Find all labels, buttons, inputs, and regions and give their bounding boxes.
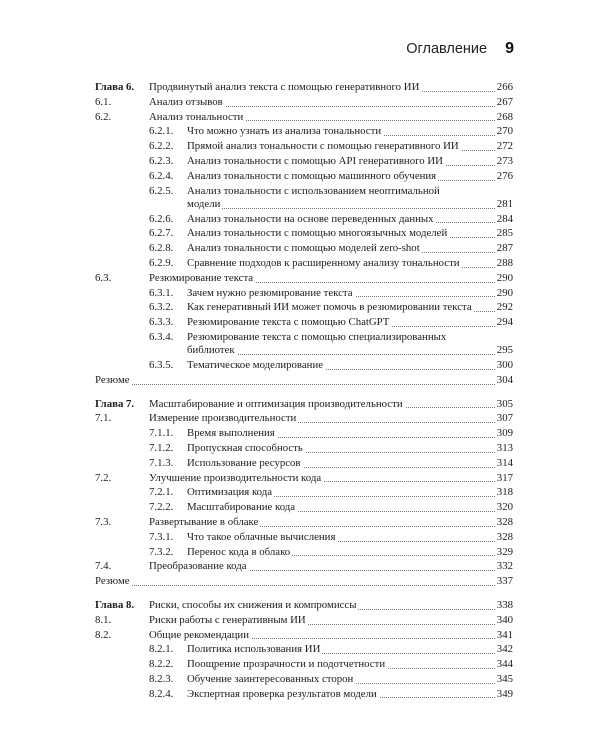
toc-entry-number: 6.3.5. (149, 358, 174, 371)
toc-summary (95, 373, 513, 388)
toc-entry-page: 304 (496, 373, 513, 386)
toc-entry (95, 545, 513, 560)
toc-entry-page: 345 (496, 672, 513, 685)
toc-entry-title: Резюме (95, 575, 130, 588)
chapter-heading (95, 80, 513, 95)
toc-entry (95, 456, 513, 471)
toc-entry-number: 6.1. (95, 95, 112, 108)
toc-entry-page: 300 (496, 358, 513, 371)
toc-entry-title: Перенос кода в облако (187, 545, 291, 558)
toc-entry (95, 124, 513, 139)
toc-entry-page: 290 (496, 286, 513, 299)
toc-entry-page: 284 (496, 212, 513, 225)
toc-entry (95, 139, 513, 154)
toc-entry-number: 6.2.6. (149, 212, 174, 225)
toc-entry-title: Масштабирование кода (187, 501, 296, 514)
toc-entry (95, 515, 513, 530)
toc-entry-title: Анализ отзывов (149, 95, 223, 108)
toc-entry-page: 320 (496, 501, 513, 514)
toc-entry-title: Использование ресурсов (187, 456, 301, 469)
toc-entry-page: 285 (496, 227, 513, 240)
toc-entry-page: 342 (496, 643, 513, 656)
toc-entry-number: Глава 8. (95, 598, 135, 611)
toc-entry-number: 7.1.2. (149, 441, 174, 454)
toc-entry-page: 288 (496, 256, 513, 269)
toc-entry-number: Глава 7. (95, 397, 135, 410)
chapter-heading (95, 598, 513, 613)
toc-entry-title: Анализ тональности с помощью API генеративного ИИ (187, 154, 443, 167)
toc-entry-title: Общие рекомендации (149, 628, 249, 641)
toc-entry-number: 7.2. (95, 471, 112, 484)
toc-entry-title: Преобразование кода (149, 560, 247, 573)
toc-entry-page: 328 (496, 515, 513, 528)
toc-entry-number: 7.3.1. (149, 530, 174, 543)
page-number: 9 (505, 40, 514, 57)
toc-entry-title: Анализ тональности (149, 110, 244, 123)
toc-entry (95, 411, 513, 426)
toc-entry (95, 241, 513, 256)
toc-entry-page: 337 (496, 575, 513, 588)
toc-entry-title: Сравнение подходов к расширенному анализу тональности (187, 256, 460, 269)
toc-entry-page: 295 (496, 344, 513, 357)
toc-entry-number: 6.2.1. (149, 125, 174, 138)
toc-entry-title-continued: модели (187, 197, 221, 210)
toc-entry-page: 305 (496, 397, 513, 410)
toc-entry-number: 8.2. (95, 628, 112, 641)
toc-entry-title: Обучение заинтересованных сторон (187, 672, 354, 685)
toc-entry-page: 268 (496, 110, 513, 123)
toc-entry-page: 344 (496, 658, 513, 671)
toc-entry-number: Глава 6. (95, 81, 135, 93)
toc-entry-page: 340 (496, 613, 513, 626)
toc-entry-number: 8.2.4. (149, 687, 174, 700)
toc-entry-page: 332 (496, 560, 513, 573)
toc-entry-page: 338 (496, 598, 513, 611)
toc-entry-page: 266 (496, 81, 513, 93)
toc-entry-number: 7.4. (95, 560, 112, 573)
dot-leader (95, 384, 513, 385)
toc-entry-number: 7.2.1. (149, 486, 174, 499)
toc-entry-page: 349 (496, 687, 513, 700)
toc-entry-page: 309 (496, 427, 513, 440)
toc-entry-number: 6.2.5. (149, 184, 174, 197)
toc-entry-page: 317 (496, 471, 513, 484)
toc-entry-title: Резюме (95, 373, 130, 386)
dot-leader (95, 585, 513, 586)
toc-entry-page: 272 (496, 140, 513, 153)
toc-entry-number: 8.2.2. (149, 658, 174, 671)
toc-entry-page: 273 (496, 154, 513, 167)
toc-entry (95, 426, 513, 441)
toc-entry (95, 559, 513, 574)
toc-entry-title: Что можно узнать из анализа тональности (187, 125, 382, 138)
toc-entry (95, 226, 513, 241)
toc-entry-page: 314 (496, 456, 513, 469)
dot-leader (187, 208, 513, 209)
toc-entry (95, 315, 513, 330)
toc-entry (95, 169, 513, 184)
toc-entry-number: 6.2.9. (149, 256, 174, 269)
toc-entry-title: Зачем нужно резюмирование текста (187, 286, 353, 299)
toc-entry (95, 184, 513, 212)
toc-entry-number: 7.1. (95, 412, 112, 425)
toc-entry-title-continued: библиотек (187, 344, 235, 357)
toc-entry-title: Тематическое моделирование (187, 358, 324, 371)
toc-entry-title: Что такое облачные вычисления (187, 530, 336, 543)
toc-entry-title: Резюмирование текста (149, 271, 254, 284)
toc-entry-title: Развертывание в облаке (149, 515, 259, 528)
chapter-heading (95, 397, 513, 412)
toc-entry-number: 7.2.2. (149, 501, 174, 514)
toc-entry (95, 358, 513, 373)
toc-entry-page: 276 (496, 169, 513, 182)
toc-entry (95, 687, 513, 702)
toc-entry (95, 330, 513, 358)
toc-entry-title: Продвинутый анализ текста с помощью генеративного ИИ (149, 81, 420, 93)
toc-entry-title: Поощрение прозрачности и подотчетности (187, 658, 386, 671)
toc-entry (95, 657, 513, 672)
toc-entry-number: 8.1. (95, 613, 112, 626)
toc-entry (95, 471, 513, 486)
toc-entry-page: 329 (496, 545, 513, 558)
toc-entry (95, 256, 513, 271)
toc-entry-page: 341 (496, 628, 513, 641)
toc-entry-number: 6.3.3. (149, 316, 174, 329)
toc-entry (95, 286, 513, 301)
toc-entry-number: 7.1.1. (149, 427, 174, 440)
toc-entry-page: 318 (496, 486, 513, 499)
table-of-contents (95, 80, 513, 701)
toc-entry-title: Резюмирование текста с помощью специализированных (187, 330, 447, 343)
toc-entry-title: Анализ тональности на основе переведенных данных (187, 212, 434, 225)
toc-entry-title: Политика использования ИИ (187, 643, 321, 656)
toc-entry-page: 307 (496, 412, 513, 425)
toc-entry-page: 294 (496, 316, 513, 329)
toc-summary (95, 574, 513, 589)
toc-entry-number: 6.2. (95, 110, 112, 123)
toc-entry-page: 328 (496, 530, 513, 543)
toc-entry-title: Как генеративный ИИ может помочь в резюмировании текста (187, 301, 472, 314)
toc-entry-number: 6.2.4. (149, 169, 174, 182)
toc-entry (95, 441, 513, 456)
toc-entry-number: 6.2.3. (149, 154, 174, 167)
toc-entry (95, 672, 513, 687)
toc-entry (95, 271, 513, 286)
toc-entry-title: Прямой анализ тональности с помощью генеративного ИИ (187, 140, 459, 153)
toc-entry-title: Пропускная способность (187, 441, 303, 454)
toc-entry (95, 95, 513, 110)
toc-entry-page: 290 (496, 271, 513, 284)
toc-entry (95, 642, 513, 657)
toc-entry (95, 530, 513, 545)
toc-entry-number: 6.3. (95, 271, 112, 284)
toc-entry-title: Анализ тональности с использованием неоптимальной (187, 184, 440, 197)
toc-entry (95, 110, 513, 125)
toc-entry-title: Измерение производительности (149, 412, 297, 425)
toc-entry-page: 313 (496, 441, 513, 454)
toc-entry-title: Время выполнения (187, 427, 275, 440)
toc-entry-title: Анализ тональности с помощью многоязычных моделей (187, 227, 448, 240)
toc-entry (95, 485, 513, 500)
toc-entry-title: Анализ тональности с помощью машинного обучения (187, 169, 437, 182)
toc-entry-number: 6.3.4. (149, 330, 174, 343)
toc-entry-number: 7.3.2. (149, 545, 174, 558)
running-header (406, 40, 514, 58)
toc-entry-page: 287 (496, 242, 513, 255)
toc-entry-page: 281 (496, 197, 513, 210)
toc-entry-number: 6.3.2. (149, 301, 174, 314)
toc-entry-page: 292 (496, 301, 513, 314)
toc-entry-title: Масштабирование и оптимизация производительности (149, 397, 403, 410)
toc-entry-number: 8.2.1. (149, 643, 174, 656)
toc-entry-number: 6.2.8. (149, 242, 174, 255)
toc-entry (95, 212, 513, 227)
toc-entry (95, 300, 513, 315)
toc-entry-title: Улучшение производительности кода (149, 471, 322, 484)
toc-entry-number: 6.2.2. (149, 140, 174, 153)
toc-entry-title: Риски, способы их снижения и компромиссы (149, 598, 357, 611)
toc-entry-number: 7.3. (95, 515, 112, 528)
toc-entry-number: 7.1.3. (149, 456, 174, 469)
toc-entry-title: Анализ тональности с помощью моделей zero-shot (187, 242, 420, 255)
toc-entry (95, 500, 513, 515)
toc-entry-title: Резюмирование текста с помощью ChatGPT (187, 316, 390, 329)
toc-entry (95, 613, 513, 628)
toc-entry-title: Экспертная проверка результатов модели (187, 687, 377, 700)
toc-entry (95, 628, 513, 643)
toc-entry-title: Оптимизация кода (187, 486, 273, 499)
toc-entry-page: 267 (496, 95, 513, 108)
toc-entry-page: 270 (496, 125, 513, 138)
running-header-title: Оглавление (406, 41, 488, 57)
toc-entry (95, 154, 513, 169)
toc-entry-number: 6.2.7. (149, 227, 174, 240)
toc-entry-title: Риски работы с генеративным ИИ (149, 613, 306, 626)
toc-entry-number: 6.3.1. (149, 286, 174, 299)
toc-entry-number: 8.2.3. (149, 672, 174, 685)
